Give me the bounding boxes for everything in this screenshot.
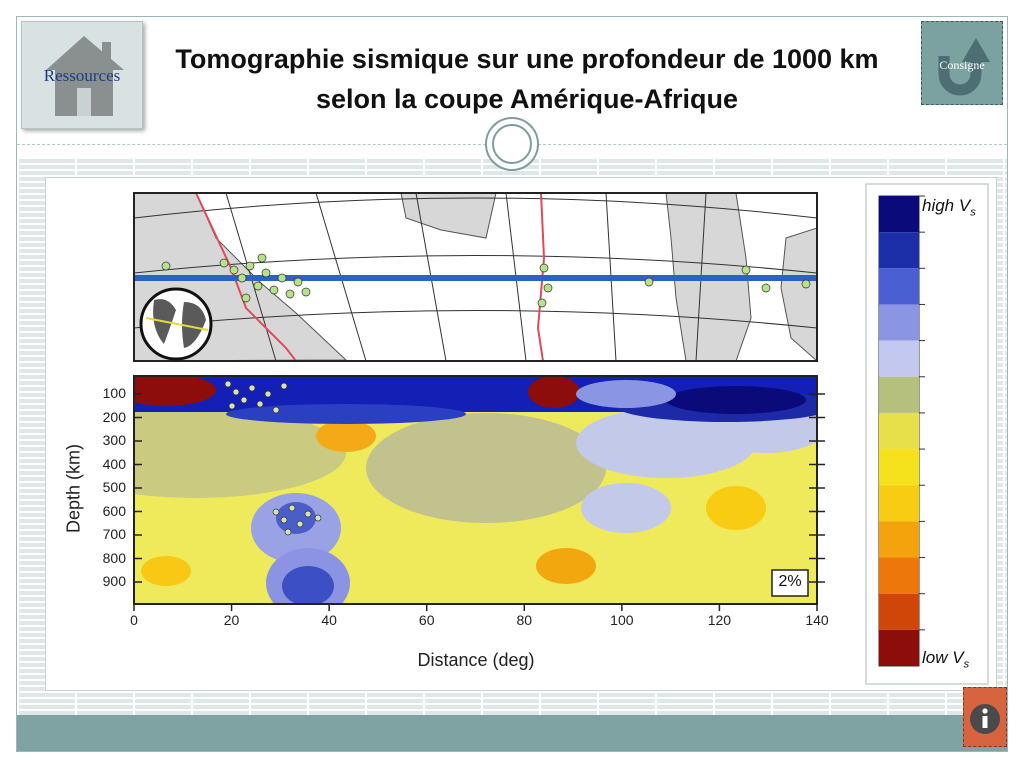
colorbar-cell	[879, 630, 919, 666]
bottom-bar	[17, 715, 1007, 751]
depth-axis-label: Depth (km)	[63, 444, 84, 534]
info-button[interactable]	[963, 687, 1007, 747]
consigne-button[interactable]	[921, 21, 1003, 105]
colorbar-top-text: high V	[922, 196, 971, 215]
colorbar-cell	[879, 232, 919, 268]
colorbar-bottom-text: low V	[922, 648, 964, 667]
depth-tick-label: 500	[102, 479, 126, 495]
distance-tick-marks	[134, 604, 817, 611]
title-line-2: selon la coupe Amérique-Afrique	[315, 84, 739, 114]
colorbar-cell	[879, 377, 919, 413]
colorbar-bottom-sub: s	[963, 658, 970, 671]
distance-tick-label: 0	[130, 612, 138, 628]
colorbar-top-label	[922, 196, 976, 218]
colorbar-cell	[879, 594, 919, 630]
depth-tick-label: 400	[102, 455, 126, 472]
distance-tick-label: 120	[707, 612, 732, 628]
page-title	[137, 39, 917, 119]
globe-inset	[141, 289, 211, 359]
depth-tick-label: 200	[102, 408, 126, 425]
info-icon	[964, 688, 1006, 746]
colorbar-cell	[879, 558, 919, 594]
decorative-ring	[485, 117, 539, 171]
distance-tick-label: 100	[610, 612, 634, 628]
title-line-1: Tomographie sismique sur une profondeur de 1000 km	[175, 44, 879, 74]
colorbar-cell	[879, 268, 919, 304]
resources-label: Ressources	[43, 66, 121, 85]
colorbar-scale	[879, 196, 925, 666]
consigne-label: Consigne	[939, 58, 985, 72]
depth-tick-label: 900	[102, 573, 126, 589]
slide	[16, 16, 1008, 752]
resources-button[interactable]	[21, 21, 143, 129]
colorbar-cell	[879, 413, 919, 449]
depth-tick-label: 100	[102, 385, 126, 401]
scale-box-label: 2%	[778, 573, 802, 590]
colorbar-cell	[879, 449, 919, 485]
tomography-figure	[45, 177, 997, 691]
colorbar-cell	[879, 341, 919, 377]
depth-tick-label: 700	[102, 526, 126, 542]
distance-tick-label: 40	[321, 612, 337, 628]
depth-tick-label: 600	[102, 502, 126, 519]
colorbar-top-sub: s	[970, 206, 976, 219]
velocity-section	[46, 374, 836, 618]
colorbar-cell	[879, 304, 919, 340]
colorbar-cell	[879, 485, 919, 521]
colorbar-cell	[879, 196, 919, 232]
map-panel	[134, 193, 817, 361]
distance-axis-label: Distance (deg)	[417, 650, 535, 670]
distance-tick-label: 80	[516, 612, 533, 628]
distance-tick-label: 60	[418, 612, 435, 628]
depth-tick-label: 800	[102, 549, 126, 566]
colorbar-bottom-label	[922, 648, 969, 670]
distance-tick-label: 140	[805, 612, 829, 628]
distance-tick-label: 20	[223, 612, 240, 628]
depth-tick-label: 300	[102, 432, 126, 448]
colorbar-cell	[879, 521, 919, 557]
